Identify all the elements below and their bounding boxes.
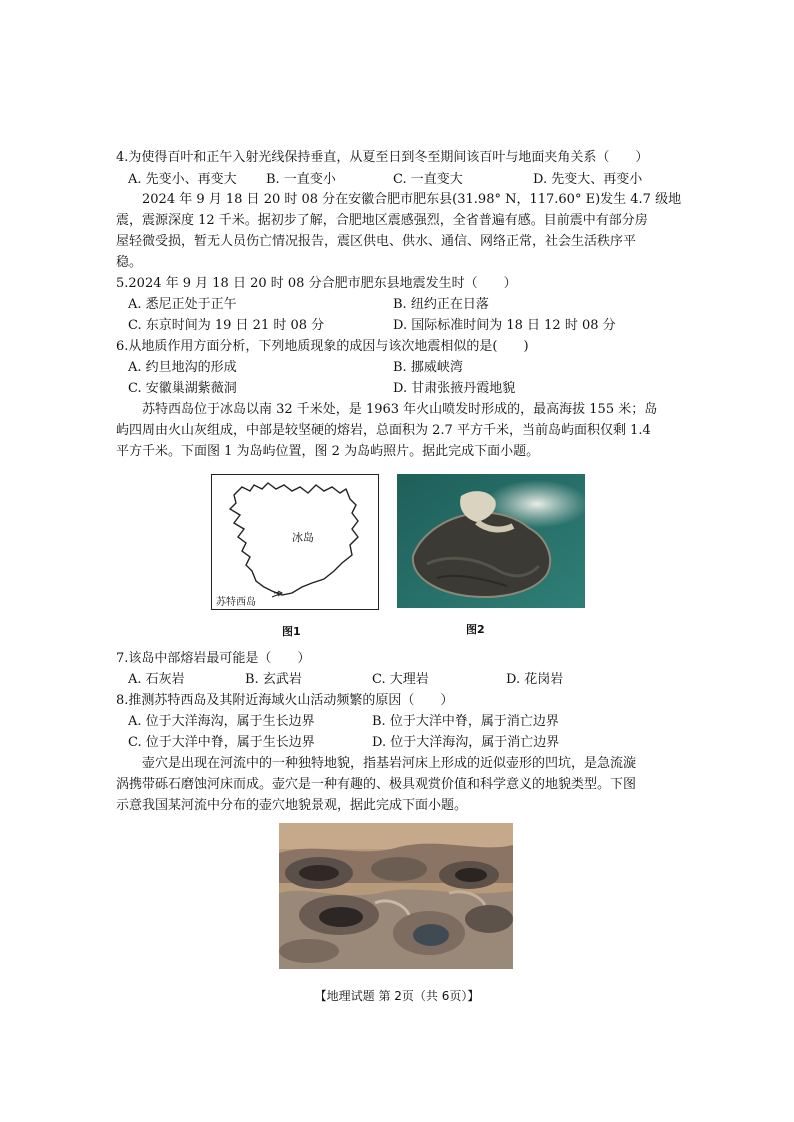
q6-option-c: C. 安徽巢湖紫薇洞: [128, 381, 237, 396]
q7-stem: 7.该岛中部熔岩最可能是（ ）: [116, 651, 311, 666]
q5-stem: 5.2024 年 9 月 18 日 20 时 08 分合肥市肥东县地震发生时（ ）: [116, 276, 517, 291]
island-photo: [397, 474, 585, 608]
q5-option-d: D. 国际标准时间为 18 日 12 时 08 分: [393, 318, 616, 333]
q7-option-a: A. 石灰岩: [128, 672, 185, 687]
q7-option-b: B. 玄武岩: [245, 672, 302, 687]
figure1-caption: 图1: [282, 625, 301, 638]
passage3-line: 涡携带砾石磨蚀河床而成。壶穴是一种有趣的、极具观赏价值和科学意义的地貌类型。下图: [116, 777, 637, 792]
q7-option-d: D. 花岗岩: [506, 672, 564, 687]
q4-option-a: A. 先变小、再变大: [128, 172, 237, 187]
passage1-line: 屋轻微受损，暂无人员伤亡情况报告，震区供电、供水、通信、网络正常，社会生活秩序平: [116, 234, 637, 249]
q4-stem: 4.为使得百叶和正午入射光线保持垂直，从夏至日到冬至期间该百叶与地面夹角关系（ ）: [116, 150, 649, 165]
passage3-line: 示意我国某河流中分布的壶穴地貌景观，据此完成下面小题。: [116, 798, 468, 813]
passage2-line: 苏特西岛位于冰岛以南 32 千米处，是 1963 年火山喷发时形成的，最高海拔 155 米；岛: [142, 402, 658, 417]
q5-option-a: A. 悉尼正处于正午: [128, 297, 237, 312]
passage1-line: 2024 年 9 月 18 日 20 时 08 分在安徽合肥市肥东县(31.98° N，117.60° E)发生 4.7 级地: [142, 192, 682, 207]
q5-option-b: B. 纽约正在日落: [393, 297, 489, 312]
q6-stem: 6.从地质作用方面分析，下列地质现象的成因与该次地震相似的是( ): [116, 339, 529, 354]
passage1-line: 稳。: [116, 255, 143, 270]
passage3-line: 壶穴是出现在河流中的一种独特地貌，指基岩河床上形成的近似壶形的凹坑，是急流漩: [142, 756, 637, 771]
figure2-caption: 图2: [466, 623, 485, 636]
q6-option-b: B. 挪威峡湾: [393, 360, 463, 375]
q8-option-c: C. 位于大洋中脊，属于生长边界: [128, 735, 315, 750]
q8-option-b: B. 位于大洋中脊，属于消亡边界: [372, 714, 559, 729]
pothole-photo: [279, 823, 513, 969]
q4-option-c: C. 一直变大: [393, 172, 463, 187]
q8-option-a: A. 位于大洋海沟，属于生长边界: [128, 714, 315, 729]
q4-option-b: B. 一直变小: [266, 172, 336, 187]
map-label-iceland: 冰岛: [292, 531, 314, 544]
page-footer: 【地理试题 第 2页（共 6页）】: [314, 989, 480, 1003]
passage2-line: 屿四周由火山灰组成，中部是较坚硬的熔岩，总面积为 2.7 平方千米，当前岛屿面积仅剩 1.4: [116, 423, 651, 438]
figure2-photo: [397, 474, 585, 608]
q4-option-d: D. 先变大、再变小: [533, 172, 643, 187]
q5-option-c: C. 东京时间为 19 日 21 时 08 分: [128, 318, 325, 333]
passage1-line: 震，震源深度 12 千米。据初步了解，合肥地区震感强烈，全省普遍有感。目前震中有部分房: [116, 213, 648, 228]
q7-option-c: C. 大理岩: [372, 672, 429, 687]
q8-stem: 8.推测苏特西岛及其附近海域火山活动频繁的原因（ ）: [116, 693, 454, 708]
q6-option-d: D. 甘肃张掖丹霞地貌: [393, 381, 516, 396]
passage2-line: 平方千米。下面图 1 为岛屿位置，图 2 为岛屿照片。据此完成下面小题。: [116, 444, 540, 459]
q6-option-a: A. 约旦地沟的形成: [128, 360, 237, 375]
map-label-surtsey: 苏特西岛: [216, 597, 256, 608]
q8-option-d: D. 位于大洋海沟，属于消亡边界: [372, 735, 560, 750]
figure1-map: [211, 474, 379, 610]
pothole-landscape: [279, 823, 513, 969]
